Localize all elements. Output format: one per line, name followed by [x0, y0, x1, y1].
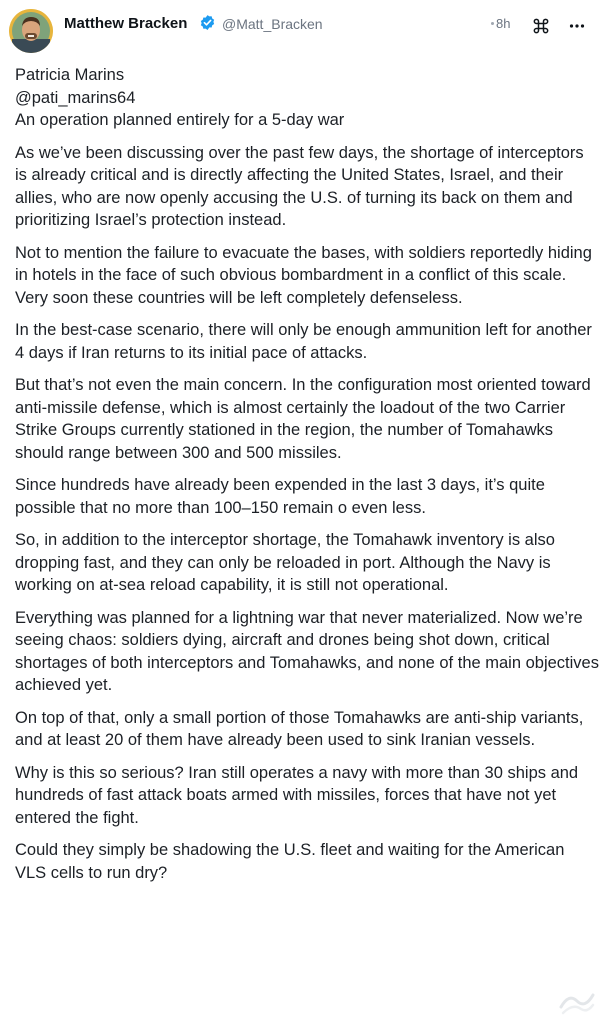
post-header — [0, 0, 609, 60]
separator-dot — [491, 22, 494, 25]
post-paragraph: Everything was planned for a lightning war that never materialized. Now we’re seeing chaos: soldiers dying, aircraft and drones being shot down, critical shortages of both interceptors and Tomahawks, and none of the main objectives achieved yet. — [15, 608, 599, 694]
author-name[interactable]: Matthew Bracken — [64, 15, 188, 32]
post-body — [15, 64, 599, 884]
post-paragraph: So, in addition to the interceptor shortage, the Tomahawk inventory is also dropping fast, and they can only be reloaded in port. Although the Navy is working on at-sea reload capability, it is still not operational. — [15, 531, 555, 594]
post-paragraph: But that’s not even the main concern. In the configuration most oriented toward anti-missile defense, which is almost certainly the loadout of the two Carrier Strike Groups currently stationed in the region, the number of Tomahawks should range between 300 and 500 missiles. — [15, 376, 591, 462]
quoted-source — [15, 64, 599, 132]
author-handle[interactable]: @Matt_Bracken — [222, 16, 323, 32]
quoted-author-handle[interactable]: @pati_marins64 — [15, 88, 136, 107]
verified-badge-icon — [199, 14, 216, 31]
quoted-headline: An operation planned entirely for a 5-day war — [15, 111, 345, 129]
command-key-icon[interactable] — [531, 16, 551, 36]
post-paragraph: Not to mention the failure to evacuate the bases, with soldiers reportedly hiding in hotels in the face of such obvious bombardment in a conflict of this scale. Very soon these countries will be left completely defenseless. — [15, 243, 592, 307]
more-options-icon[interactable] — [569, 23, 585, 29]
avatar[interactable] — [9, 9, 53, 53]
post-time[interactable]: 8h — [496, 16, 511, 31]
post-paragraph: In the best-case scenario, there will only be enough ammunition left for another 4 days if Iran returns to its initial pace of attacks. — [15, 321, 592, 362]
avatar-photo-icon — [9, 9, 53, 53]
post-paragraph: Since hundreds have already been expended in the last 3 days, it’s quite possible that no more than 100–150 remain o even less. — [15, 476, 545, 517]
quoted-author-name: Patricia Marins — [15, 66, 125, 84]
post-paragraph: On top of that, only a small portion of those Tomahawks are anti-ship variants, and at least 20 of them have already been used to sink Iranian vessels. — [15, 708, 584, 749]
post-paragraph: Could they simply be shadowing the U.S. fleet and waiting for the American VLS cells to run dry? — [15, 841, 565, 882]
watermark-icon — [557, 987, 597, 1017]
post-paragraph: As we’ve been discussing over the past few days, the shortage of interceptors is already critical and is directly affecting the United States, Israel, and their allies, who are now openly accusing the U.S. of turning its back on them and prioritizing Israel’s protection instead. — [15, 143, 584, 229]
post-paragraph: Why is this so serious? Iran still operates a navy with more than 30 ships and hundreds of fast attack boats armed with missiles, forces that have not yet entered the fight. — [15, 763, 579, 827]
